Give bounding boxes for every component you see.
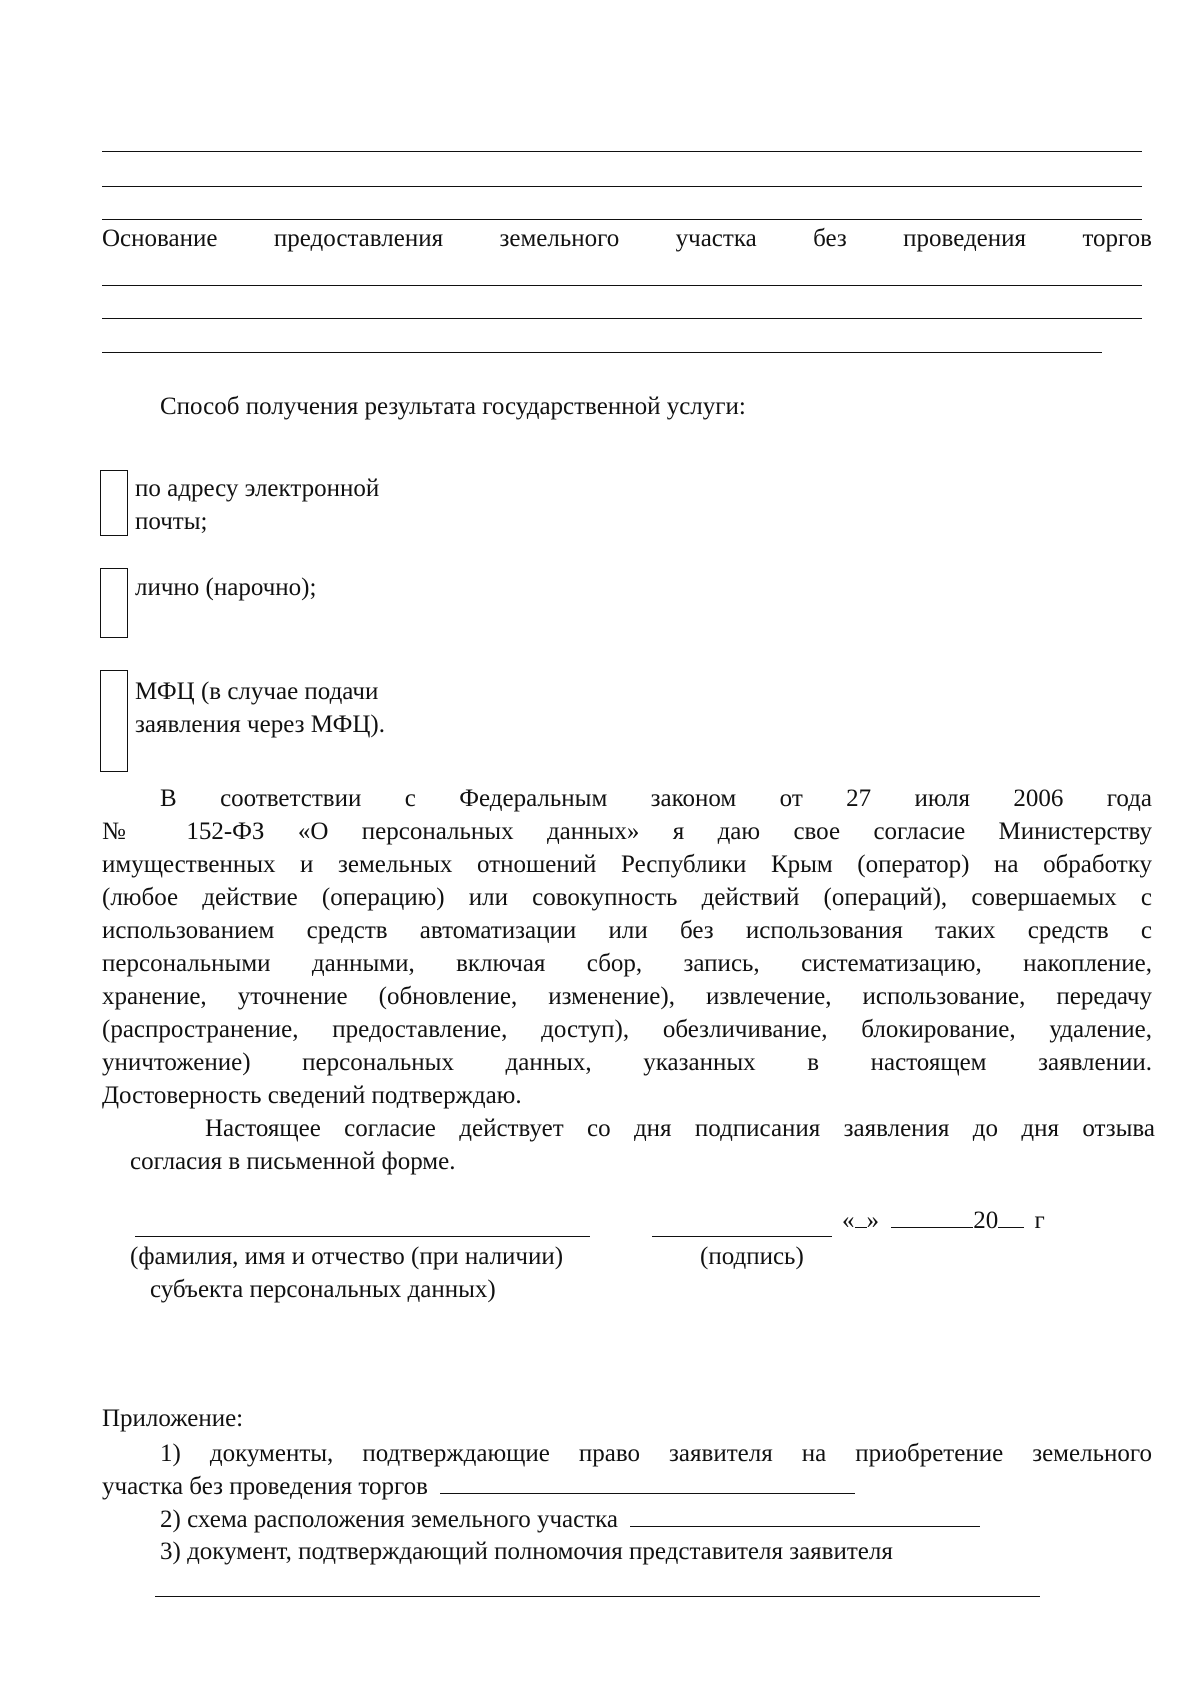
basis-blank-line-3[interactable] <box>102 352 1102 353</box>
consent-line: В соответствии с Федеральным законом от 27 июля 2006 года <box>160 785 1152 812</box>
consent-paragraph <box>102 782 1152 1112</box>
basis-label <box>102 222 1152 255</box>
option-email-label: по адресу электронной почты; <box>135 475 380 535</box>
consent-line: (любое действие (операцию) или совокупность действий (операций), совершаемых с <box>102 884 1152 911</box>
year-blank[interactable] <box>998 1205 1024 1228</box>
name-signature-field[interactable] <box>135 1236 590 1237</box>
basis-word: предоставления <box>273 225 444 252</box>
signature-field[interactable] <box>652 1236 832 1237</box>
basis-word: без <box>813 225 847 252</box>
basis-word: участка <box>675 225 757 252</box>
consent-line: № 152-ФЗ «О персональных данных» я даю свое согласие Министерству <box>102 818 1152 845</box>
consent-last-line: Достоверность сведений подтверждаю. <box>102 1082 522 1109</box>
consent-line: (распространение, предоставление, доступ), обезличивание, блокирование, удаление, <box>102 1016 1152 1043</box>
consent-line: персональными данными, включая сбор, запись, систематизацию, накопление, <box>102 950 1152 977</box>
attachment-2-blank[interactable] <box>630 1504 980 1527</box>
option-in-person-label: лично (нарочно); <box>135 574 317 601</box>
consent-line: хранение, уточнение (обновление, изменение), извлечение, использование, передачу <box>102 983 1152 1010</box>
blank-line-1[interactable] <box>102 151 1142 152</box>
attachment-3-blank[interactable] <box>155 1596 1040 1597</box>
validity-line-2: согласия в письменной форме. <box>130 1148 456 1175</box>
delivery-heading: Способ получения результата государственной услуги: <box>160 393 746 420</box>
year-prefix: 20 <box>973 1207 999 1234</box>
sign-caption: (подпись) <box>700 1243 804 1270</box>
consent-line: уничтожение) персональных данных, указанных в настоящем заявлении. <box>102 1049 1152 1076</box>
attachments-heading: Приложение: <box>102 1405 244 1432</box>
blank-line-2[interactable] <box>102 186 1142 187</box>
consent-line: использованием средств автоматизации или без использования таких средств с <box>102 917 1152 944</box>
attachment-3: 3) документ, подтверждающий полномочия представителя заявителя <box>160 1538 893 1565</box>
basis-blank-line-1[interactable] <box>102 285 1142 286</box>
basis-blank-line-2[interactable] <box>102 318 1142 319</box>
attachment-2: 2) схема расположения земельного участка <box>160 1503 980 1536</box>
consent-line: имущественных и земельных отношений Республики Крым (оператор) на обработку <box>102 851 1152 878</box>
name-caption-1: (фамилия, имя и отчество (при наличии) <box>130 1243 564 1270</box>
attachment-1-line-1: 1) документы, подтверждающие право заявителя на приобретение земельного <box>160 1440 1152 1467</box>
checkbox-mfc[interactable] <box>100 670 128 772</box>
year-suffix: г <box>1034 1207 1045 1234</box>
day-blank[interactable] <box>855 1205 867 1228</box>
name-caption-2: субъекта персональных данных) <box>150 1276 496 1303</box>
basis-word: торгов <box>1082 225 1152 252</box>
attachment-1-line-2: участка без проведения торгов <box>102 1470 855 1503</box>
option-mfc-label: МФЦ (в случае подачи заявления через МФЦ). <box>135 678 385 738</box>
month-blank[interactable] <box>891 1205 973 1228</box>
basis-word: земельного <box>499 225 620 252</box>
date-field[interactable]: « » 20 г <box>842 1207 1045 1234</box>
checkbox-in-person[interactable] <box>100 568 128 638</box>
validity-line-1: Настоящее согласие действует со дня подписания заявления до дня отзыва <box>205 1115 1155 1142</box>
attachment-1-blank[interactable] <box>440 1471 855 1494</box>
basis-word: проведения <box>903 225 1027 252</box>
basis-word: Основание <box>102 225 218 252</box>
checkbox-email[interactable] <box>100 470 128 536</box>
blank-line-3[interactable] <box>102 219 1142 220</box>
